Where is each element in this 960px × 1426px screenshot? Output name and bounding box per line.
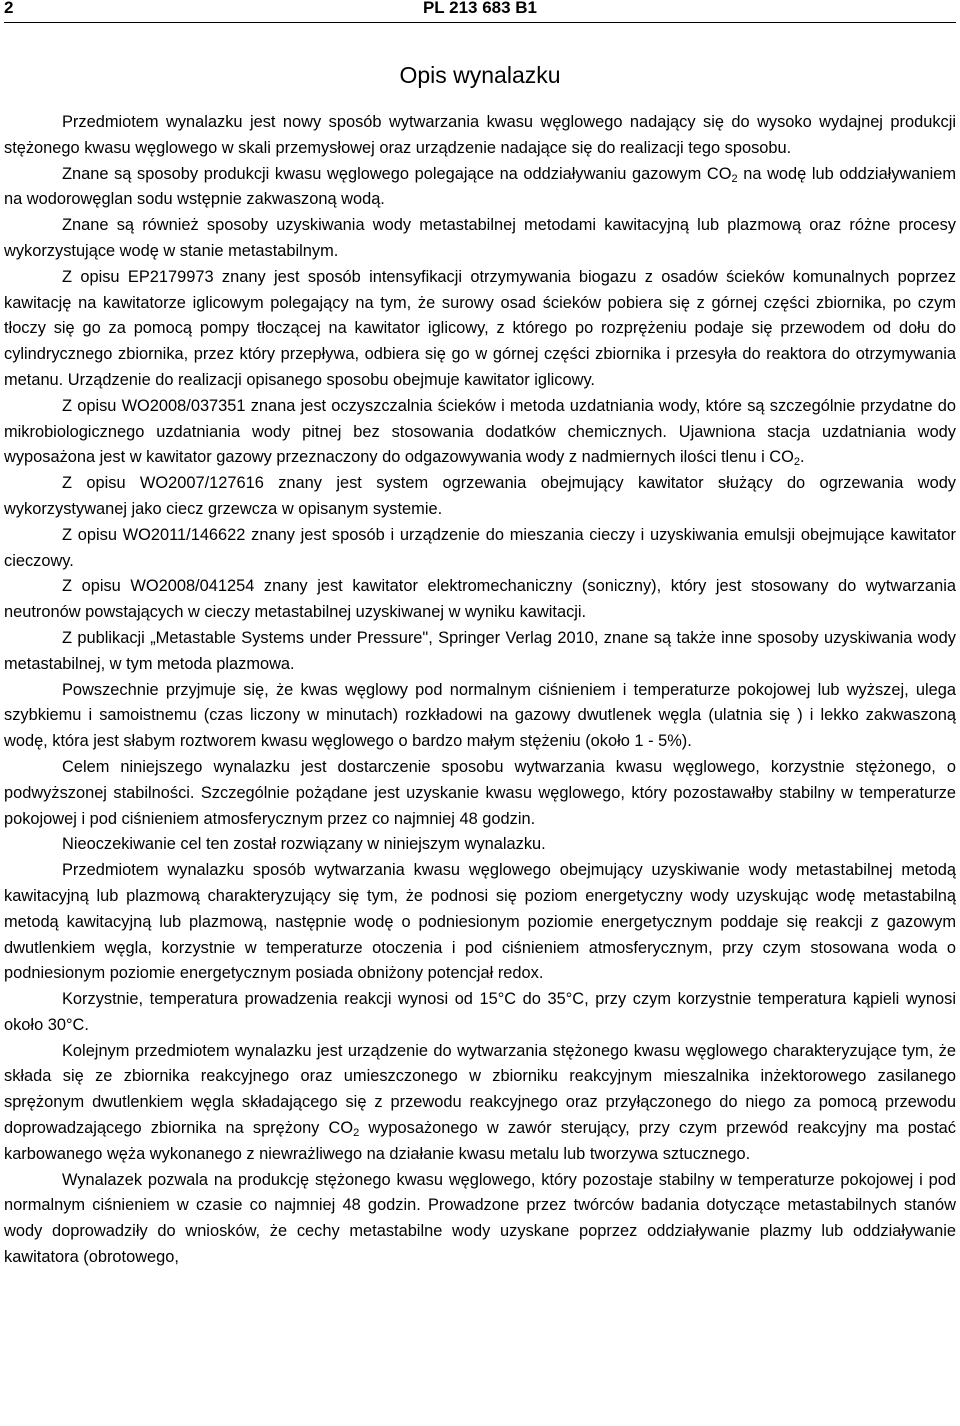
paragraph: Celem niniejszego wynalazku jest dostarczenie sposobu wytwarzania kwasu węglowego, korzystnie stężonego, o podwyższonej stabilności. Szczególnie pożądane jest uzyskanie kwasu węglowego, który pozostawałby stabilny w temperaturze pokojowej i pod ciśnieniem atmosferycznym przez co najmniej 48 godzin. [4, 757, 956, 828]
paragraph: Przedmiotem wynalazku sposób wytwarzania kwasu węglowego obejmujący uzyskiwanie wody metastabilnej metodą kawitacyjną lub plazmową charakteryzujący się tym, że podnosi się poziom energetyczny wody uzyskując wodę metastabilną metodą kawitacyjną lub plazmową, następnie wodę o podniesionym poziomie energetycznym poddaje się reakcji z gazowym dwutlenkiem węgla, korzystnie w temperaturze otoczenia i pod ciśnieniem atmosferycznym, przy czym stosowana woda o podniesionym poziomie energetycznym posiada obniżony potencjał redox. [4, 861, 956, 983]
paragraph: Nieoczekiwanie cel ten został rozwiązany w niniejszym wynalazku. [62, 835, 546, 854]
paragraph: Z opisu WO2008/037351 znana jest oczyszczalnia ścieków i metoda uzdatniania wody, które są szczególnie przydatne do mikrobiologicznego uzdatniania wody pitnej bez stosowania dodatków chemicznych. Ujawniona stacja uzdatniania wody wyposażona jest w kawitator gazowy przeznaczony do odgazowywania wody z nadmiernych ilości tlenu i $CO_2$. [4, 396, 956, 469]
section-title: Opis wynalazku [399, 62, 561, 88]
paragraph: Z opisu WO2011/146622 znany jest sposób i urządzenie do mieszania cieczy i uzyskiwania emulsji obejmujące kawitator cieczowy. [4, 525, 956, 570]
paragraph: Znane są również sposoby uzyskiwania wody metastabilnej metodami kawitacyjną lub plazmową oraz różne procesy wykorzystujące wodę w stanie metastabilnym. [4, 216, 956, 260]
paragraph: Korzystnie, temperatura prowadzenia reakcji wynosi od 15°C do 35°C, przy czym korzystnie temperatura kąpieli wynosi około 30°C. [4, 990, 956, 1034]
page-number: 2 [4, 0, 14, 17]
paragraph: Z publikacji „Metastable Systems under Pressure", Springer Verlag 2010, znane są także inne sposoby uzyskiwania wody metastabilnej, w tym metoda plazmowa. [4, 628, 956, 673]
paragraph: Kolejnym przedmiotem wynalazku jest urządzenie do wytwarzania stężonego kwasu węglowego charakteryzujące tym, że składa się ze zbiornika reakcyjnego oraz umieszczonego w zbiorniku reakcyjnym mieszalnika inżektorowego zasilanego sprężonym dwutlenkiem węgla składającego się z przewodu reakcyjnego oraz przyłączonego do niego za pomocą przewodu doprowadzającego zbiornika na sprężony $CO_2$ wyposażonego w zawór sterujący, przy czym przewód reakcyjny ma postać karbowanego węża wykonanego z niewrażliwego na działanie kwasu metalu lub tworzywa sztucznego. [4, 1041, 956, 1163]
paragraph: Powszechnie przyjmuje się, że kwas węglowy pod normalnym ciśnieniem i temperaturze pokojowej lub wyższej, ulega szybkiemu i samoistnemu (czas liczony w minutach) rozkładowi na gazowy dwutlenek węgla (ulatnia się ) i lekko zakwaszoną wodę, która jest słabym roztworem kwasu węglowego o bardzo małym stężeniu (około 1 - 5%). [4, 680, 956, 751]
page-header [4, 0, 956, 23]
paragraph: Z opisu WO2008/041254 znany jest kawitator elektromechaniczny (soniczny), który jest stosowany do wytwarzania neutronów powstających w cieczy metastabilnej uzyskiwanej w wyniku kawitacji. [4, 577, 956, 622]
paragraph: Znane są sposoby produkcji kwasu węglowego polegające na oddziaływaniu gazowym $CO_2$ na wodę lub oddziaływaniem na wodorowęglan sodu wstępnie zakwaszoną wodą. [4, 164, 957, 209]
patent-number: PL 213 683 B1 [422, 0, 538, 17]
paragraph: Wynalazek pozwala na produkcję stężonego kwasu węglowego, który pozostaje stabilny w temperaturze pokojowej i pod normalnym ciśnieniem w czasie co najmniej 48 godzin. Prowadzone przez twórców badania dotyczące metastabilnych stanów wody doprowadziły do wniosków, że cechy metastabilne wody uzyskane poprzez oddziaływanie plazmy lub oddziaływanie kawitatora (obrotowego, [4, 1170, 956, 1267]
paragraph: Z opisu EP2179973 znany jest sposób intensyfikacji otrzymywania biogazu z osadów ścieków komunalnych poprzez kawitację na kawitatorze iglicowym polegający na tym, że surowy osad ścieków pobiera się z górnej części zbiornika, po czym tłoczy się go za pomocą pompy tłoczącej na kawitator iglicowy, z którego po rozprężeniu podaje się przewodem od dołu do cylindrycznego zbiornika, przez który przepływa, odbiera się go w górnej części zbiornika i przesyła do reaktora do otrzymywania metanu. Urządzenie do realizacji opisanego sposobu obejmuje kawitator iglicowy. [4, 267, 956, 389]
description-body [4, 110, 956, 1271]
paragraph: Przedmiotem wynalazku jest nowy sposób wytwarzania kwasu węglowego nadający się do wysoko wydajnej produkcji stężonego kwasu węglowego w skali przemysłowej oraz urządzenie nadające się do realizacji tego sposobu. [4, 113, 956, 157]
paragraph: Z opisu WO2007/127616 znany jest system ogrzewania obejmujący kawitator służący do ogrzewania wody wykorzystywanej jako ciecz grzewcza w opisanym systemie. [4, 474, 956, 518]
